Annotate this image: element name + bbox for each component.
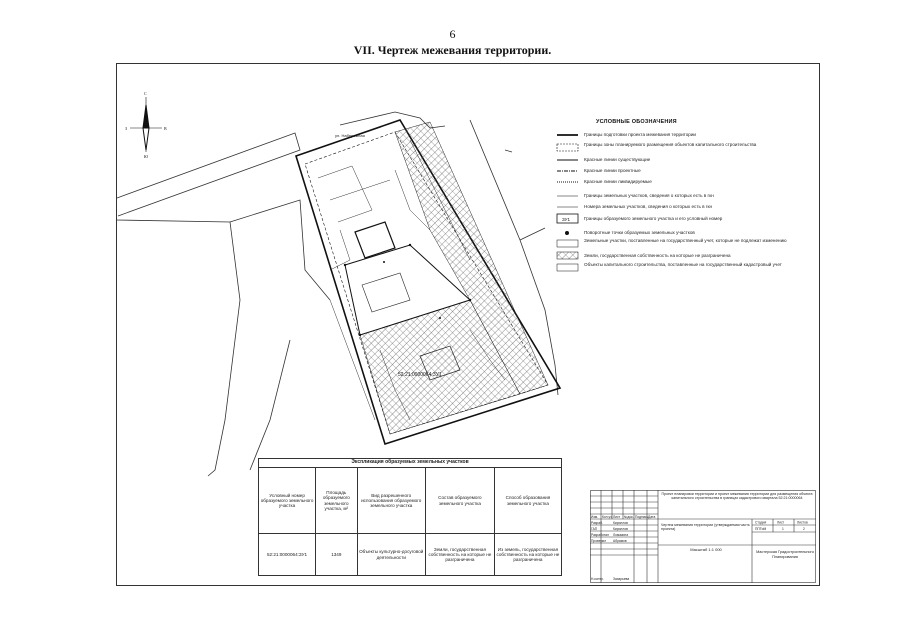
explication-cell: 52:21:0000064:ЗУ1 xyxy=(259,534,316,576)
west-label: З xyxy=(125,126,128,131)
stamp-name: Абрамов xyxy=(613,539,627,543)
explication-header: Состав образуемого земельного участка xyxy=(425,468,494,534)
stamp-organization: Мастерская Градостроительного Планирования xyxy=(756,550,814,559)
stamp-col-header: Лист xyxy=(613,515,621,519)
parcel-number-label: 52:21:0000064:ЗУ1 xyxy=(398,372,442,378)
street-label: ул. Набережная xyxy=(335,133,365,138)
legend-parcel-tag: ЗУ1 xyxy=(562,217,571,222)
explication-header: Площадь образуемого земельного участка, м² xyxy=(316,468,357,534)
legend-item-label: Номера земельных участков, сведения о которых есть в гкн xyxy=(584,204,713,209)
stamp-role: ГАП xyxy=(591,527,598,531)
east-label: В xyxy=(164,126,167,131)
stamp-col-header: Подпись xyxy=(635,515,649,519)
stamp-role: Н.контр. xyxy=(591,577,604,581)
legend-symbols xyxy=(557,135,578,271)
stamp-stage-header: Стадия xyxy=(755,520,767,525)
legend-title: УСЛОВНЫЕ ОБОЗНАЧЕНИЯ xyxy=(596,119,677,125)
explication-cell: Земли, государственная собственность на которые не разграничена xyxy=(425,534,494,576)
stamp-stage: ППТиМ xyxy=(755,527,767,531)
stamp-col-header: №док. xyxy=(624,515,634,519)
stamp-col-header: Кол.уч. xyxy=(602,515,613,519)
explication-table xyxy=(258,458,562,576)
stamp-sheet: 1 xyxy=(782,527,784,531)
stamp-name: Кириллов xyxy=(613,527,628,531)
stamp-role: Проверил xyxy=(591,539,607,543)
page-number: 6 xyxy=(449,27,456,41)
stamp-sheets: 2 xyxy=(803,527,805,531)
explication-header: Вид разрешенного использования образуемого земельного участка xyxy=(357,468,425,534)
legend-item-label: Границы земельных участков, сведения о которых есть в гкн xyxy=(584,193,714,198)
title-block xyxy=(590,490,816,583)
north-arrow-icon xyxy=(130,97,162,152)
stamp-name: Захарьева xyxy=(613,577,630,581)
legend-item-label: Границы образуемого земельного участка и его условный номер xyxy=(584,216,723,221)
stamp-role: Разраб. xyxy=(591,521,603,525)
explication-header: Условный номер образуемого земельного участка xyxy=(259,468,316,534)
stamp-sheet-name: Чертеж межевания территории (утверждаемая часть проекта) xyxy=(661,523,750,532)
stamp-project-title: Проект планировки территории и проект межевания территории для размещения объекта капитального строительства в границах кадастрового квартала 52:21:0000064 xyxy=(661,492,813,501)
legend-item-label: Красные линии ликвидируемые xyxy=(584,179,652,184)
stamp-role: Разработал xyxy=(591,533,609,537)
explication-header: Способ образования земельного участка xyxy=(494,468,561,534)
inner-structure xyxy=(362,273,410,312)
legend-item-label: Границы подготовки проекта межевания территории xyxy=(584,132,696,137)
legend-item-label: Объекты капитального строительства, поставленные на государственный кадастровый учет xyxy=(584,262,782,267)
stamp-name: Ломакина xyxy=(613,533,629,537)
stamp-sheet-header: Лист xyxy=(777,520,785,525)
explication-cell: Из земель, государственная собственность на которые не разграничена xyxy=(494,534,561,576)
stamp-col-header: Изм. xyxy=(591,515,599,519)
explication-cell: 1349 xyxy=(316,534,357,576)
south-label: Ю xyxy=(144,154,149,159)
north-label: С xyxy=(144,91,147,96)
stamp-sheets-header: Листов xyxy=(797,520,808,525)
legend-item-label: Границы зоны планируемого размещения объектов капитального строительства xyxy=(584,142,757,147)
explication-cell: Объекты культурно-досуговой деятельности xyxy=(357,534,425,576)
legend-item-label: Земли, государственная собственность на которые не разграничена xyxy=(584,253,731,258)
legend-item-label: Красные линии существующие xyxy=(584,157,651,162)
inner-building xyxy=(355,222,395,258)
stamp-name: Кириллов xyxy=(613,521,628,525)
legend-item-label: Красные линии проектные xyxy=(584,168,641,173)
legend-item-label: Поворотные точки образуемых земельных участков xyxy=(584,230,695,235)
page-title: VII. Чертеж межевания территории. xyxy=(353,43,552,57)
legend-item-label: Земельные участки, поставленные на государственный учет, которые не подлежат изменению xyxy=(584,238,787,243)
stamp-scale: Масштаб 1:1 000 xyxy=(690,547,722,552)
explication-title: Экспликация образуемых земельных участков xyxy=(259,459,562,468)
stamp-col-header: Дата xyxy=(648,515,656,519)
